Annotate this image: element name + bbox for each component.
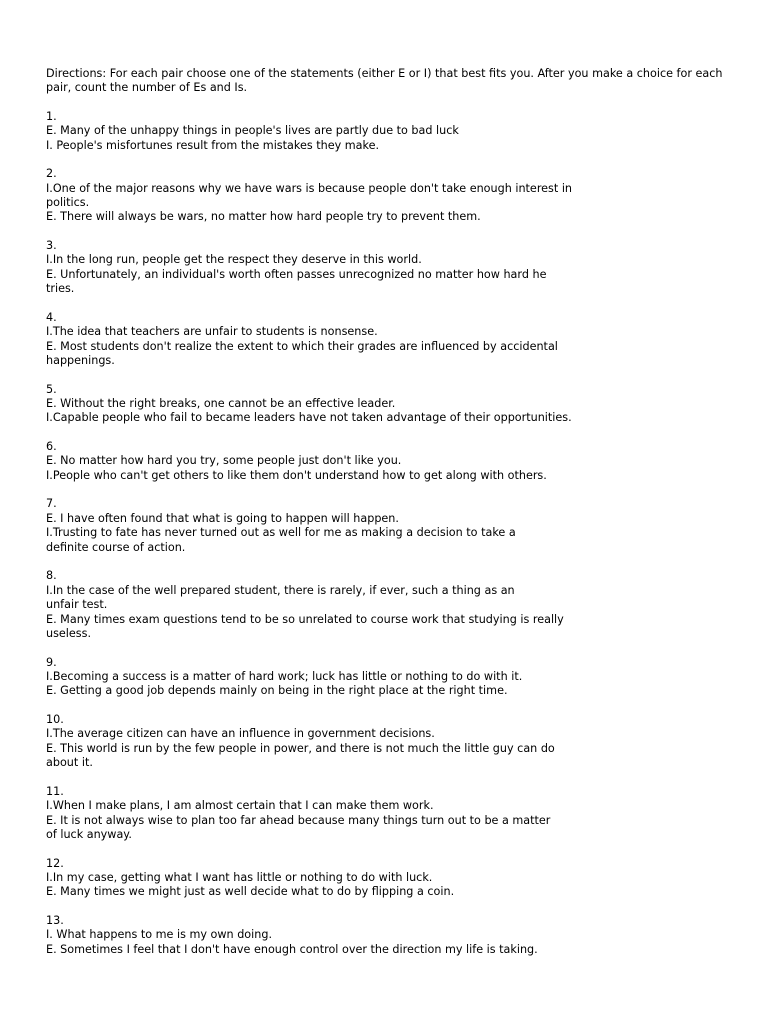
statement-e: E. There will always be wars, no matter how hard people try to prevent them. — [46, 210, 481, 224]
question-number: 3. — [46, 239, 57, 253]
statement-e: E. Many times exam questions tend to be so unrelated to course work that studying is really — [46, 612, 564, 626]
question-number: 11. — [46, 784, 64, 798]
statement-e: E. It is not always wise to plan too far ahead because many things turn out to be a matter — [46, 813, 551, 827]
statement-e-continued: happenings. — [46, 354, 115, 368]
statement-i: I.The average citizen can have an influence in government decisions. — [46, 727, 435, 741]
question-item-6 — [46, 440, 726, 483]
question-item-4 — [46, 311, 726, 369]
question-number: 2. — [46, 167, 57, 181]
statement-i: I. People's misfortunes result from the mistakes they make. — [46, 138, 380, 152]
statement-i: I.People who can't get others to like them don't understand how to get along with others. — [46, 468, 547, 482]
directions-text: Directions: For each pair choose one of the statements (either E or I) that best fits you. After you make a choice for each pair, count the number of Es and Is. — [46, 67, 723, 95]
statement-e: E. Without the right breaks, one cannot be an effective leader. — [46, 397, 396, 411]
question-item-13 — [46, 914, 726, 957]
question-item-8 — [46, 569, 726, 641]
question-number: 13. — [46, 913, 64, 927]
statement-i: I.Capable people who fail to became leaders have not taken advantage of their opportunities. — [46, 411, 572, 425]
question-item-12 — [46, 857, 726, 900]
statement-e-continued: useless. — [46, 626, 92, 640]
question-item-2 — [46, 167, 726, 225]
statement-e: E. Getting a good job depends mainly on being in the right place at the right time. — [46, 684, 508, 698]
question-item-5 — [46, 383, 726, 426]
question-item-11 — [46, 785, 726, 843]
statement-e-continued: tries. — [46, 282, 75, 296]
question-number: 6. — [46, 440, 57, 454]
statement-i: I.One of the major reasons why we have wars is because people don't take enough interest in — [46, 181, 573, 195]
statement-i-continued: politics. — [46, 196, 90, 210]
statement-e: E. Unfortunately, an individual's worth often passes unrecognized no matter how hard he — [46, 267, 547, 281]
question-number: 7. — [46, 497, 57, 511]
statement-i: I. What happens to me is my own doing. — [46, 928, 273, 942]
question-item-7 — [46, 497, 726, 555]
question-item-3 — [46, 239, 726, 297]
statement-i: I.Becoming a success is a matter of hard work; luck has little or nothing to do with it. — [46, 669, 523, 683]
question-number: 12. — [46, 856, 64, 870]
question-number: 9. — [46, 655, 57, 669]
statement-i: I.In the case of the well prepared student, there is rarely, if ever, such a thing as an — [46, 583, 515, 597]
statement-i-continued: unfair test. — [46, 598, 108, 612]
statement-e-continued: of luck anyway. — [46, 827, 132, 841]
statement-i: I.When I make plans, I am almost certain that I can make them work. — [46, 799, 434, 813]
statement-e: E. I have often found that what is going to happen will happen. — [46, 511, 399, 525]
document-page — [46, 67, 726, 971]
statement-e: E. No matter how hard you try, some people just don't like you. — [46, 454, 402, 468]
statement-i-continued: definite course of action. — [46, 540, 186, 554]
question-number: 5. — [46, 382, 57, 396]
question-item-1 — [46, 110, 726, 153]
question-number: 4. — [46, 310, 57, 324]
statement-e: E. Most students don't realize the extent to which their grades are influenced by accidental — [46, 339, 558, 353]
question-item-9 — [46, 656, 726, 699]
question-number: 1. — [46, 109, 57, 123]
statement-e: E. This world is run by the few people in power, and there is not much the little guy can do — [46, 741, 555, 755]
statement-e-continued: about it. — [46, 756, 93, 770]
statement-i: I.The idea that teachers are unfair to students is nonsense. — [46, 325, 378, 339]
statement-e: E. Many of the unhappy things in people's lives are partly due to bad luck — [46, 124, 459, 138]
statement-i: I.Trusting to fate has never turned out as well for me as making a decision to take a — [46, 526, 516, 540]
statement-i: I.In the long run, people get the respect they deserve in this world. — [46, 253, 422, 267]
statement-e: E. Sometimes I feel that I don't have enough control over the direction my life is taking. — [46, 942, 538, 956]
statement-e: E. Many times we might just as well decide what to do by flipping a coin. — [46, 885, 455, 899]
question-number: 10. — [46, 712, 64, 726]
statement-i: I.In my case, getting what I want has little or nothing to do with luck. — [46, 870, 433, 884]
question-number: 8. — [46, 569, 57, 583]
question-item-10 — [46, 713, 726, 771]
